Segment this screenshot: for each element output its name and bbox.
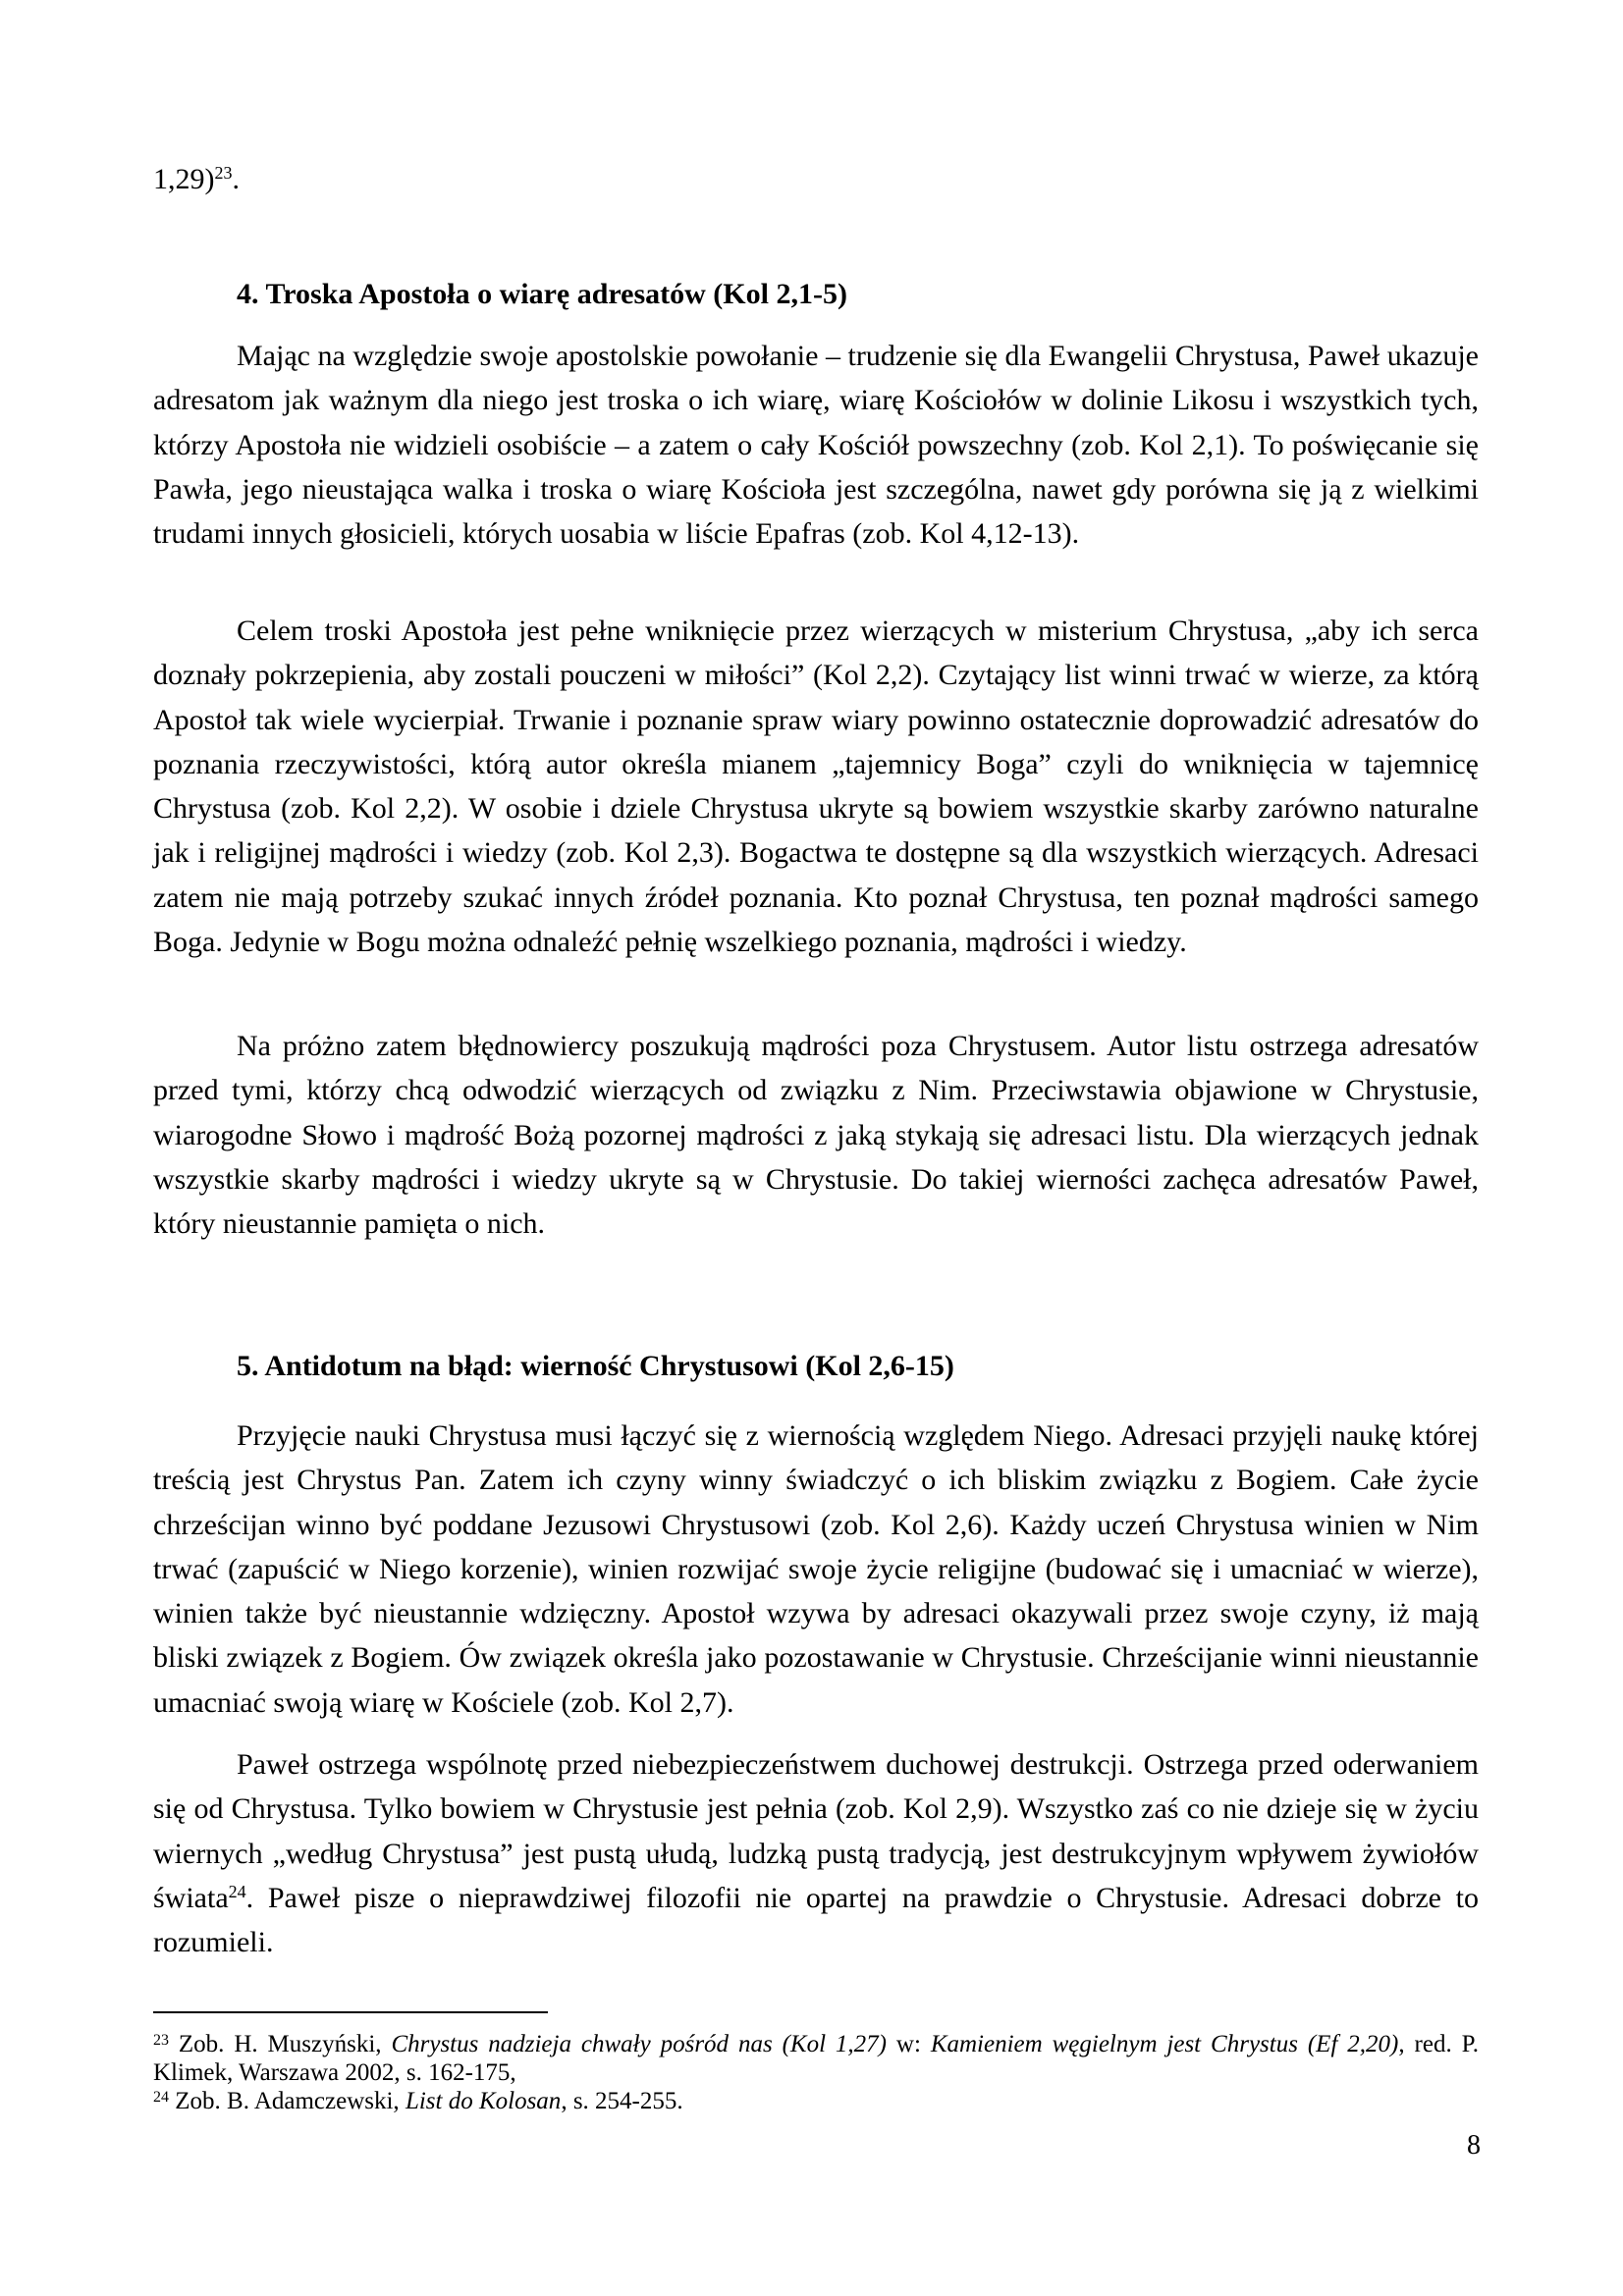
footnote-text: w: (887, 2031, 931, 2057)
page-number: 8 (1467, 2130, 1481, 2161)
carryover-punct: . (232, 163, 240, 195)
carryover-fragment (153, 157, 240, 201)
footnote-text: , red. P. Klimek, Warszawa 2002, s. 162-175, (153, 2031, 1479, 2086)
paragraph: Mając na względzie swoje apostolskie powołanie – trudzenie się dla Ewangelii Chrystusa, Paweł ukazuje adresatom jak ważnym dla niego jest troska o ich wiarę, wiarę Kościołów w dolinie Likosu i wszystkich tych, którzy Apostoła nie widzieli osobiście – a zatem o cały Kościół powszechny (zob. Kol 2,1). To poświęcanie się Pawła, jego nieustająca walka i troska o wiarę Kościoła jest szczególna, nawet gdy porówna się ją z wielkimi trudami innych głosicieli, których uosabia w liście Epafras (zob. Kol 4,12-13). (153, 340, 1479, 551)
paragraph-text: . Paweł pisze o nieprawdziwej filozofii nie opartej na prawdzie o Chrystusie. Adresaci dobrze to rozumieli. (153, 1881, 1479, 1959)
carryover-text: 1,29) (153, 163, 215, 195)
paragraph: Na próżno zatem błędnowiercy poszukują mądrości poza Chrystusem. Autor listu ostrzega adresatów przed tymi, którzy chcą odwodzić wierzących od związku z Nim. Przeciwstawia objawione w Chrystusie, wiarogodne Słowo i mądrość Bożą pozornej mądrości z jaką stykają się adresaci listu. Dla wierzących jednak wszystkie skarby mądrości i wiedzy ukryte są w Chrystusie. Do takiej wierności zachęca adresatów Paweł, który nieustannie pamięta o nich. (153, 1030, 1479, 1241)
footnote-ref-24[interactable]: 24 (228, 1881, 246, 1901)
footnote-text: Zob. H. Muszyński, (169, 2031, 392, 2057)
footnote-book-title: Kamieniem węgielnym jest Chrystus (Ef 2,20) (930, 2031, 1399, 2057)
footnote-separator (153, 2011, 548, 2013)
footnote-text: , s. 254-255. (561, 2088, 683, 2114)
section-heading-5: 5. Antidotum na błąd: wierność Chrystusowi (Kol 2,6-15) (237, 1350, 954, 1382)
paragraph: Celem troski Apostoła jest pełne wniknięcie przez wierzących w misterium Chrystusa, „aby ich serca doznały pokrzepienia, aby zostali pouczeni w miłości” (Kol 2,2). Czytający list winni trwać w wierze, za którą Apostoł tak wiele wycierpiał. Trwanie i poznanie spraw wiary powinno ostatecznie doprowadzić adresatów do poznania rzeczywistości, którą autor określa mianem „tajemnicy Boga” czyli do wniknięcia w tajemnicę Chrystusa (zob. Kol 2,2). W osobie i dziele Chrystusa ukryte są bowiem wszystkie skarby zarówno naturalne jak i religijnej mądrości i wiedzy (zob. Kol 2,3). Bogactwa te dostępne są dla wszystkich wierzących. Adresaci zatem nie mają potrzeby szukać innych źródeł poznania. Kto poznał Chrystusa, ten poznał mądrości samego Boga. Jedynie w Bogu można odnaleźć pełnię wszelkiego poznania, mądrości i wiedzy. (153, 614, 1479, 959)
footnote-number: 24 (153, 2089, 169, 2106)
footnote-text: Zob. B. Adamczewski, (169, 2088, 406, 2114)
paragraph-text: Paweł ostrzega wspólnotę przed niebezpieczeństwem duchowej destrukcji. Ostrzega przed oderwaniem się od Chrystusa. Tylko bowiem w Chrystusie jest pełnia (zob. Kol 2,9). Wszystko zaś co nie dzieje się w życiu wiernych „według Chrystusa” jest pustą ułudą, ludzką pustą tradycją, jest destrukcyjnym wpływem żywiołów świata (153, 1748, 1479, 1914)
footnote-title: List do Kolosan (405, 2088, 562, 2114)
footnote-number: 23 (153, 2032, 169, 2049)
footnote-title: Chrystus nadzieja chwały pośród nas (Kol 1,27) (391, 2031, 888, 2057)
footnote-ref-23[interactable]: 23 (214, 163, 233, 183)
section-heading-4: 4. Troska Apostoła o wiarę adresatów (Kol 2,1-5) (237, 278, 847, 310)
footnote-24 (153, 2087, 1479, 2115)
footnotes (153, 2030, 1479, 2115)
paragraph (153, 1742, 1479, 1964)
footnote-23 (153, 2030, 1479, 2087)
paragraph: Przyjęcie nauki Chrystusa musi łączyć się z wiernością względem Niego. Adresaci przyjęli naukę której treścią jest Chrystus Pan. Zatem ich czyny winny świadczyć o ich bliskim związku z Bogiem. Całe życie chrześcijan winno być poddane Jezusowi Chrystusowi (zob. Kol 2,6). Każdy uczeń Chrystusa winien w Nim trwać (zapuścić w Niego korzenie), winien rozwijać swoje życie religijne (budować się i umacniać w wierze), winien także być nieustannie wdzięczny. Apostoł wzywa by adresaci okazywali przez swoje czyny, iż mają bliski związek z Bogiem. Ów związek określa jako pozostawanie w Chrystusie. Chrześcijanie winni nieustannie umacniać swoją wiarę w Kościele (zob. Kol 2,7). (153, 1419, 1479, 1719)
